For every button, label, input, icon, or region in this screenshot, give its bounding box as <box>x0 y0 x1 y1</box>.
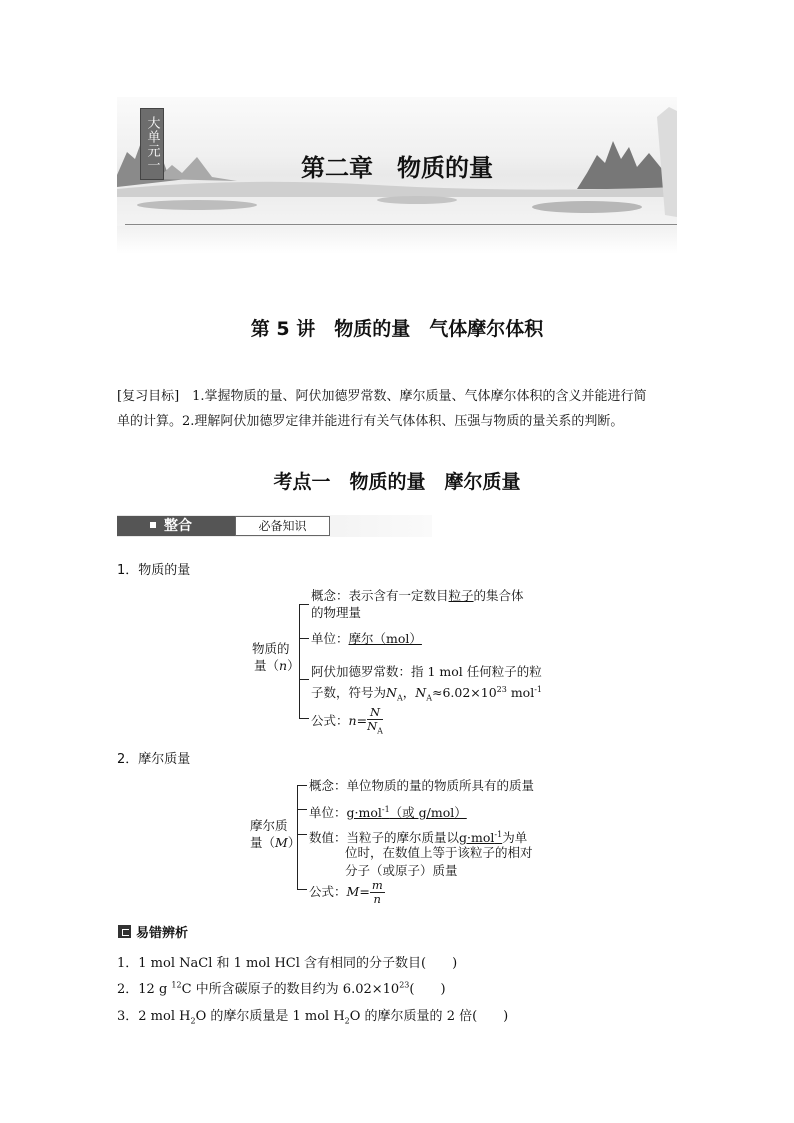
section1-brace <box>299 604 300 718</box>
section1-root: 物质的 量（n） <box>252 641 300 673</box>
chapter-title: 第二章 物质的量 <box>301 154 493 182</box>
section2-brace <box>297 785 298 889</box>
section2-heading: 2．摩尔质量 <box>117 752 191 767</box>
topic-title: 考点一 物质的量 摩尔质量 <box>273 471 521 493</box>
section1-formula: 公式：n= $\frac{N}{N_A}$ <box>311 705 383 736</box>
lecture-title: 第 5 讲 物质的量 气体摩尔体积 <box>250 318 544 340</box>
section1-heading: 1．物质的量 <box>117 563 191 578</box>
section2-value-line3: 分子（或原子）质量 <box>345 863 458 878</box>
section1-unit: 单位：摩尔（mol） <box>311 631 422 646</box>
error-question-3: 3．2 mol $H_2O$ 的摩尔质量是 1 mol $H_2O$ 的摩尔质量的 2 倍( ) <box>117 1009 509 1026</box>
objectives-line-1: [复习目标] 1.掌握物质的量、阿伏加德罗常数、摩尔质量、气体摩尔体积的含义并能进行简 <box>117 389 647 404</box>
section1-concept: 概念：表示含有一定数目粒子的集合体 <box>311 588 524 603</box>
banner-shadow <box>117 226 677 254</box>
error-analysis-icon <box>118 925 131 938</box>
error-question-1: 1．1 mol NaCl 和 1 mol HCl 含有相同的分子数目( ) <box>117 956 458 971</box>
formula-fraction: $\frac{m}{n}$ <box>371 878 383 906</box>
error-analysis-title: 易错辨析 <box>136 926 189 941</box>
formula-fraction: $\frac{N}{N_A}$ <box>367 705 383 736</box>
section2-formula: 公式：M= $\frac{m}{n}$ <box>309 878 383 906</box>
review-objectives <box>117 384 681 434</box>
section2-root: 摩尔质 量（M） <box>250 818 301 850</box>
error-question-2: 2．12 g $^{12}$C 中所含碳原子的数目约为 $6.02\times 10^{23}$( ) <box>117 980 446 997</box>
section1-concept-line2: 的物理量 <box>311 605 362 620</box>
square-icon <box>150 522 156 528</box>
section2-unit: 单位：g·mol$^{-1}$（或 g/mol） <box>309 805 467 821</box>
objectives-line-2: 单的计算。2.理解阿伏加德罗定律并能进行有关气体体积、压强与物质的量关系的判断。 <box>117 414 624 429</box>
section2-value-line1: 数值：当粒子的摩尔质量以g·mol$^{-1}$为单 <box>309 830 528 846</box>
section-bar-label: 整合 <box>117 516 235 536</box>
section-bar-sub: 必备知识 <box>235 516 330 536</box>
banner-underline <box>125 224 677 225</box>
section2-concept: 概念：单位物质的量的物质所具有的质量 <box>309 778 535 793</box>
section2-value-line2: 位时，在数值上等于该粒子的相对 <box>345 845 533 860</box>
section1-avogadro-line2: 子数，符号为$N_A$，$N_A\approx 6.02\times 10^{23}$ mol$^{-1}$ <box>311 685 542 703</box>
unit-tag: 大单元一 <box>140 108 164 180</box>
section1-avogadro-line1: 阿伏加德罗常数：指 1 mol 任何粒子的粒 <box>311 664 542 679</box>
